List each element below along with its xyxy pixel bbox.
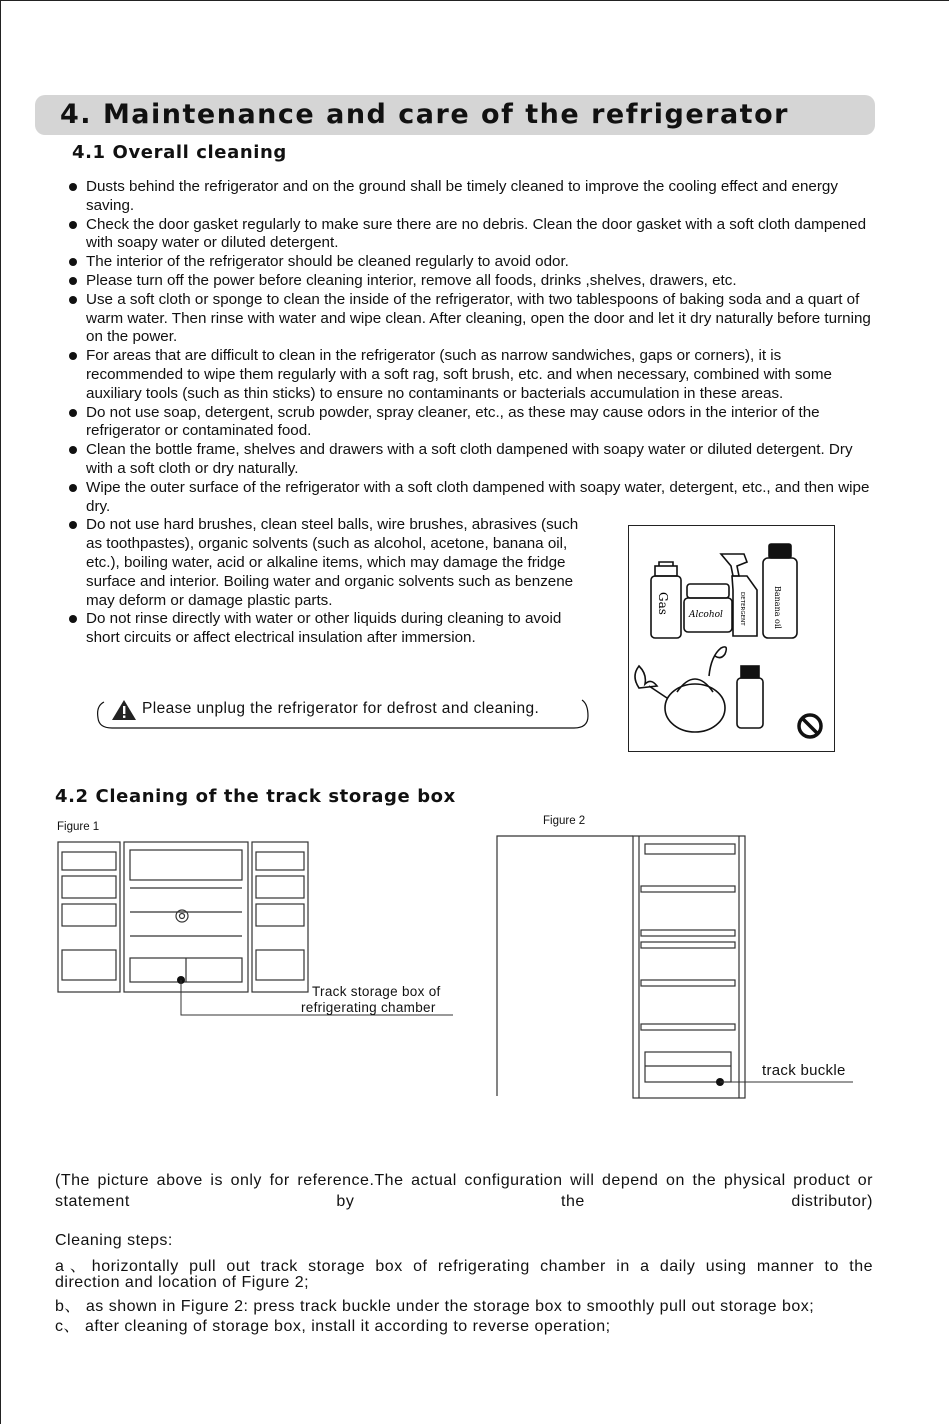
- callout-track-buckle: track buckle: [762, 1062, 846, 1079]
- warning-triangle-icon: [112, 700, 136, 720]
- bullet-item: Please turn off the power before cleaning interior, remove all foods, drinks ,shelves, drawers, etc.: [66, 272, 878, 291]
- page-title: 4. Maintenance and care of the refrigerator: [60, 99, 789, 130]
- cleaning-step-a: a、horizontally pull out track storage box of refrigerating chamber in a daily using manner to the: [55, 1258, 873, 1275]
- small-bottle-icon: [737, 666, 763, 728]
- bullet-item: Do not use hard brushes, clean steel balls, wire brushes, abrasives (such as toothpastes), organic solvents (such as alcohol, acetone, banana oil, etc.), boiling water, acid or alkaline items, which may damage the fridge surface and interior. Boiling water and organic solvents such as benzene may deform or damage plastic parts.: [66, 516, 586, 610]
- cleaning-step-c: c、 after cleaning of storage box, install it according to reverse operation;: [55, 1318, 611, 1335]
- svg-text:Banana oil: Banana oil: [773, 586, 782, 629]
- cleaning-step-a-continued: direction and location of Figure 2;: [55, 1274, 310, 1291]
- callout-track-storage-box-line2: refrigerating chamber: [301, 1000, 436, 1015]
- bullet-item: Wipe the outer surface of the refrigerator with a soft cloth dampened with soapy water, detergent, etc., and then wipe dry.: [66, 479, 878, 517]
- section-heading-overall-cleaning: 4.1 Overall cleaning: [72, 142, 287, 163]
- bullet-item: For areas that are difficult to clean in the refrigerator (such as narrow sandwiches, gaps or corners), it is recommended to wipe them regularly with a soft rag, soft brush, etc. and when necessary, combined with some auxiliary tools (such as thin sticks) to ensure no contaminants or bacterials accumulation in these areas.: [66, 347, 878, 403]
- bullet-item: Do not use soap, detergent, scrub powder, spray cleaner, etc., as these may cause odors in the interior of the refrigerator or contaminated food.: [66, 404, 878, 442]
- section-heading-track-storage-box: 4.2 Cleaning of the track storage box: [55, 786, 456, 807]
- svg-text:Gas: Gas: [656, 592, 670, 615]
- cleaning-steps-heading: Cleaning steps:: [55, 1232, 173, 1249]
- bullet-item: Clean the bottle frame, shelves and drawers with a soft cloth dampened with soapy water or diluted detergent. Dry with a soft cloth or dry naturally.: [66, 441, 878, 479]
- svg-text:DETERGENT: DETERGENT: [739, 592, 745, 626]
- svg-text:Alcohol: Alcohol: [689, 610, 723, 620]
- spray-bottle-icon: [721, 554, 757, 636]
- prohibited-icon: [799, 715, 821, 737]
- callout-track-storage-box-line1: Track storage box of: [312, 984, 441, 999]
- bullet-item: Use a soft cloth or sponge to clean the inside of the refrigerator, with two tablespoons of baking soda and a quart of warm water. Then rinse with water and wipe clean. After cleaning, open the door and let it dry naturally before turning on the power.: [66, 291, 878, 347]
- bullet-item: Check the door gasket regularly to make sure there are no debris. Clean the door gasket with a soft cloth dampened with soapy water or diluted detergent.: [66, 216, 878, 254]
- bullet-item: The interior of the refrigerator should be cleaned regularly to avoid odor.: [66, 253, 878, 272]
- figure-1-label: Figure 1: [57, 821, 100, 833]
- boiling-kettle-icon: [635, 647, 726, 732]
- figure-2-refrigerator-interior: [495, 834, 865, 1099]
- cleaning-step-b: b、 as shown in Figure 2: press track buckle under the storage box to smoothly pull out storage box;: [55, 1298, 815, 1315]
- alcohol-jar-icon: [684, 584, 732, 632]
- figure-2-label: Figure 2: [543, 815, 586, 827]
- bullet-item: Dusts behind the refrigerator and on the ground shall be timely cleaned to improve the cooling effect and energy saving.: [66, 178, 878, 216]
- warning-text: Please unplug the refrigerator for defrost and cleaning.: [142, 700, 540, 717]
- reference-note: (The picture above is only for reference.The actual configuration will depend on the physical product or statement by the distributor): [55, 1172, 873, 1210]
- bullet-item: Do not rinse directly with water or other liquids during cleaning to avoid short circuits or affect electrical insulation after immersion.: [66, 610, 586, 648]
- prohibited-cleaners-illustration: [628, 525, 835, 752]
